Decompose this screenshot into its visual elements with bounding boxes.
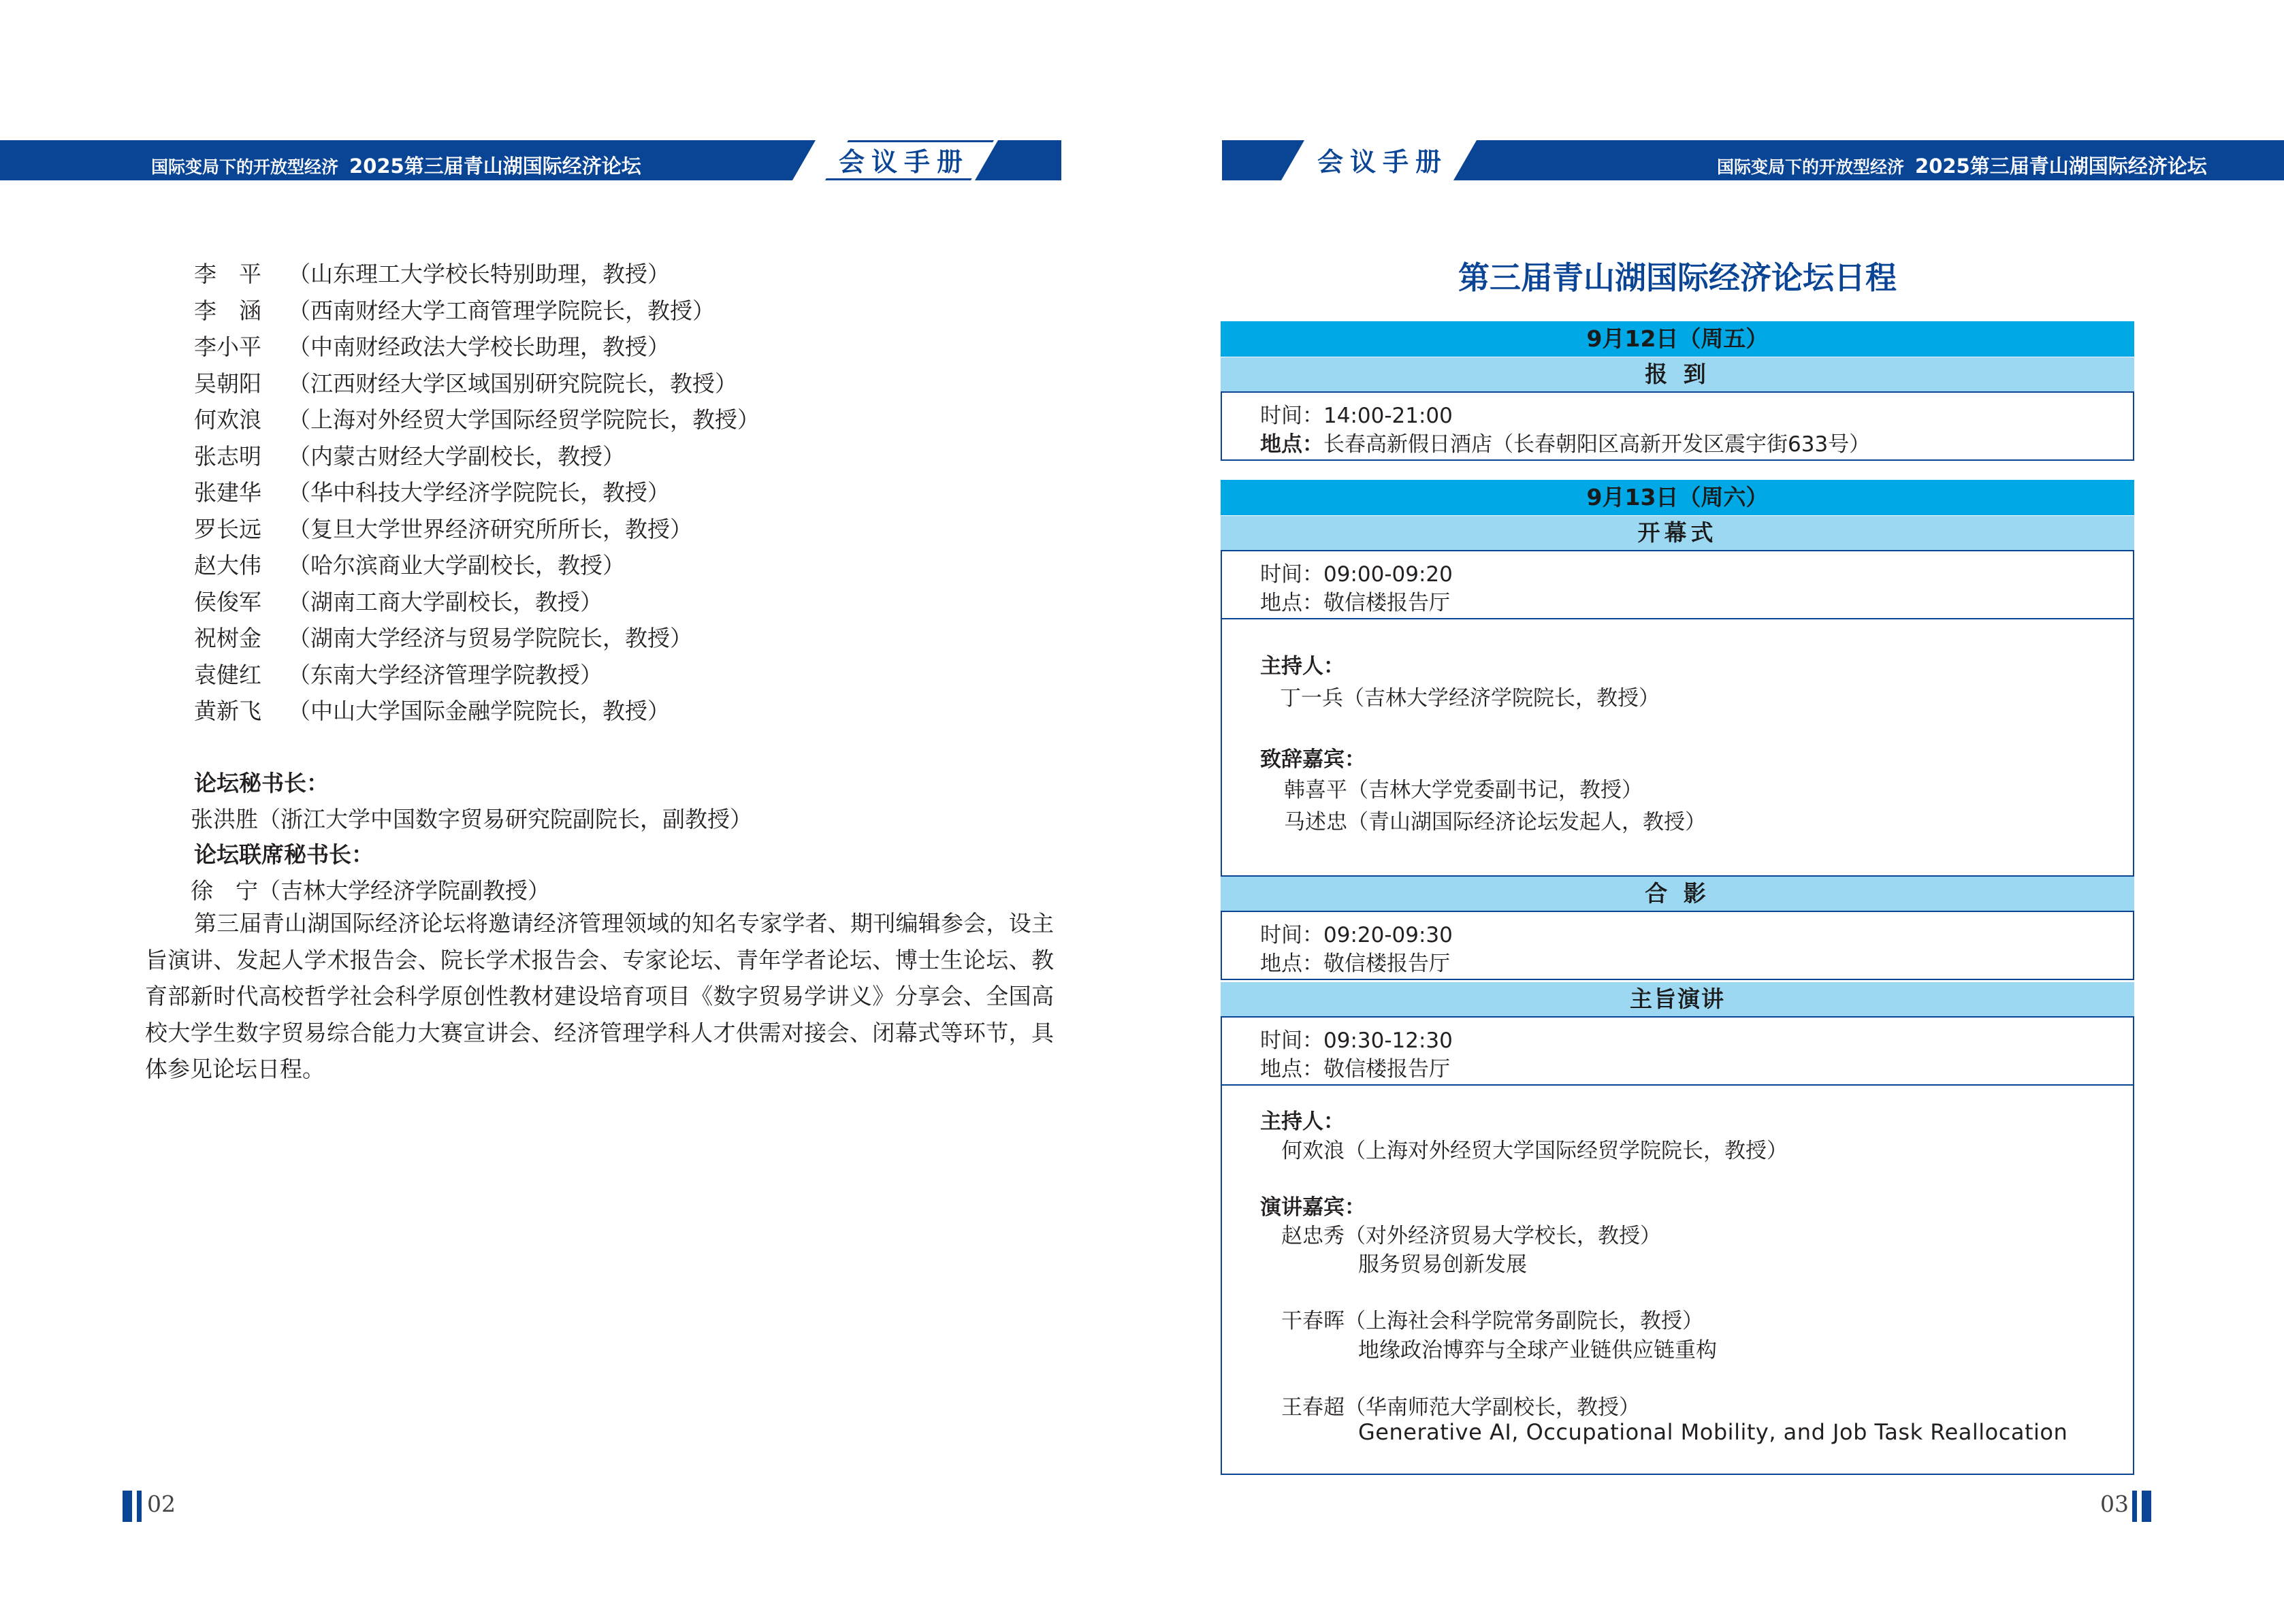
photo-place: 地点：敬信楼报告厅 [1260, 952, 1450, 976]
opening-place: 地点：敬信楼报告厅 [1260, 591, 1450, 615]
page-number-bar [2142, 1491, 2151, 1522]
keynote-speakers-label: 演讲嘉宾： [1260, 1195, 1366, 1220]
person-role: （湖南工商大学副校长，教授） [288, 588, 602, 615]
list-item [194, 329, 760, 366]
person-name: 李 涵 [194, 297, 261, 324]
person-role: （上海对外经贸大学国际经贸学院院长，教授） [288, 406, 760, 433]
opening-host-label: 主持人： [1260, 654, 1345, 679]
section-bar-keynote: 主旨演讲 [1221, 982, 2134, 1016]
joint-secretary-label: 论坛联席秘书长： [194, 841, 374, 868]
opening-speaker-1: 韩喜平（吉林大学党委副书记，教授） [1284, 778, 1643, 802]
secretary-general: 张洪胜（浙江大学中国数字贸易研究院副院长，副教授） [191, 806, 752, 832]
day-bar-0913: 9月13日（周六） [1221, 480, 2134, 515]
page-number-left: 02 [147, 1491, 176, 1517]
list-item [194, 256, 760, 293]
person-name: 何欢浪 [194, 406, 261, 433]
list-item [194, 438, 760, 475]
keynote-host: 何欢浪（上海对外经贸大学国际经贸学院院长，教授） [1281, 1139, 1788, 1163]
header-title-right [1717, 151, 2207, 179]
person-role: （东南大学经济管理学院教授） [288, 661, 602, 688]
list-item [194, 620, 760, 657]
list-item [194, 474, 760, 511]
person-name: 赵大伟 [194, 552, 261, 579]
list-item [194, 366, 760, 402]
page-number-bar [123, 1491, 132, 1522]
page-number-bar-thin [2132, 1491, 2137, 1522]
keynote-speaker-1: 赵忠秀（对外经济贸易大学校长，教授） [1281, 1224, 1661, 1248]
person-role: （内蒙古财经大学副校长，教授） [288, 442, 625, 470]
tab-title-left: 会议手册 [839, 147, 970, 177]
header-title: 2025第三届青山湖国际经济论坛 [349, 155, 641, 178]
intro-paragraph: 第三届青山湖国际经济论坛将邀请经济管理领域的知名专家学者、期刊编辑参会，设主旨演讲、发起人学术报告会、院长学术报告会、专家论坛、青年学者论坛、博士生论坛、教育部新时代高校哲学社会科学原创性教材建设培育项目《数字贸易学讲义》分享会、全国高校大学生数字贸易综合能力大赛宣讲会、经济管理学科人才供需对接会、闭幕式等环节，具体参见论坛日程。 [145, 910, 1054, 1082]
list-item [194, 547, 760, 584]
day-bar-0912: 9月12日（周五） [1221, 321, 2134, 357]
list-item [194, 584, 760, 621]
person-role: （山东理工大学校长特别助理，教授） [288, 261, 670, 287]
list-item [194, 293, 760, 329]
keynote-topic-1: 服务贸易创新发展 [1358, 1252, 1527, 1277]
registration-place: 地点：长春高新假日酒店（长春朝阳区高新开发区震宇街633号） [1260, 432, 1871, 457]
person-name: 吴朝阳 [194, 370, 261, 397]
person-name: 张建华 [194, 479, 261, 506]
person-name: 李小平 [194, 334, 261, 360]
person-role: （哈尔滨商业大学副校长，教授） [288, 552, 625, 579]
registration-time: 时间：14:00-21:00 [1260, 404, 1453, 428]
keynote-place: 地点：敬信楼报告厅 [1260, 1057, 1450, 1082]
person-role: （中山大学国际金融学院院长，教授） [288, 698, 670, 724]
person-name: 张志明 [194, 442, 261, 470]
header-subtitle: 国际变局下的开放型经济 [1717, 157, 1905, 177]
person-role: （中南财经政法大学校长助理，教授） [288, 334, 670, 360]
section-bar-photo: 合 影 [1221, 877, 2134, 911]
keynote-topic-3: Generative AI, Occupational Mobility, and Job Task Reallocation [1358, 1419, 2068, 1445]
opening-host: 丁一兵（吉林大学经济学院院长，教授） [1280, 686, 1660, 711]
keynote-speaker-2: 干春晖（上海社会科学院常务副院长，教授） [1281, 1309, 1703, 1333]
person-name: 祝树金 [194, 625, 261, 651]
section-bar-registration: 报 到 [1221, 357, 2134, 391]
opening-time: 时间：09:00-09:20 [1260, 562, 1453, 587]
section-bar-opening: 开幕式 [1221, 516, 2134, 550]
person-role: （西南财经大学工商管理学院院长，教授） [288, 297, 715, 324]
keynote-time: 时间：09:30-12:30 [1260, 1028, 1453, 1053]
secretary-general-label: 论坛秘书长： [194, 770, 329, 796]
list-item [194, 693, 760, 730]
person-name: 罗长远 [194, 515, 261, 542]
person-role: （湖南大学经济与贸易学院院长，教授） [288, 625, 692, 651]
list-item [194, 402, 760, 438]
committee-list [194, 256, 760, 730]
tab-title-right: 会议手册 [1317, 147, 1449, 177]
header-subtitle: 国际变局下的开放型经济 [151, 157, 339, 177]
header-title-left [151, 151, 641, 179]
person-name: 李 平 [194, 261, 261, 287]
schedule-title: 第三届青山湖国际经济论坛日程 [1458, 259, 1897, 296]
list-item [194, 511, 760, 548]
keynote-speaker-3: 王春超（华南师范大学副校长，教授） [1281, 1395, 1640, 1420]
person-name: 袁健红 [194, 661, 261, 688]
photo-time: 时间：09:20-09:30 [1260, 923, 1453, 947]
page-number-bar-thin [137, 1491, 142, 1522]
header-title: 2025第三届青山湖国际经济论坛 [1915, 155, 2207, 178]
keynote-topic-2: 地缘政治博弈与全球产业链供应链重构 [1358, 1338, 1717, 1363]
opening-speakers-label: 致辞嘉宾： [1260, 747, 1366, 772]
person-name: 黄新飞 [194, 698, 261, 724]
keynote-host-label: 主持人： [1260, 1109, 1345, 1134]
person-name: 侯俊军 [194, 588, 261, 615]
joint-secretary: 徐 宁（吉林大学经济学院副教授） [191, 877, 550, 904]
person-role: （华中科技大学经济学院院长，教授） [288, 479, 670, 506]
person-role: （江西财经大学区域国别研究院院长，教授） [288, 370, 737, 397]
page-number-right: 03 [2100, 1491, 2129, 1517]
person-role: （复旦大学世界经济研究所所长，教授） [288, 515, 692, 542]
list-item [194, 657, 760, 694]
header-band-right-start [1222, 140, 1304, 180]
opening-speaker-2: 马述忠（青山湖国际经济论坛发起人，教授） [1284, 810, 1706, 834]
